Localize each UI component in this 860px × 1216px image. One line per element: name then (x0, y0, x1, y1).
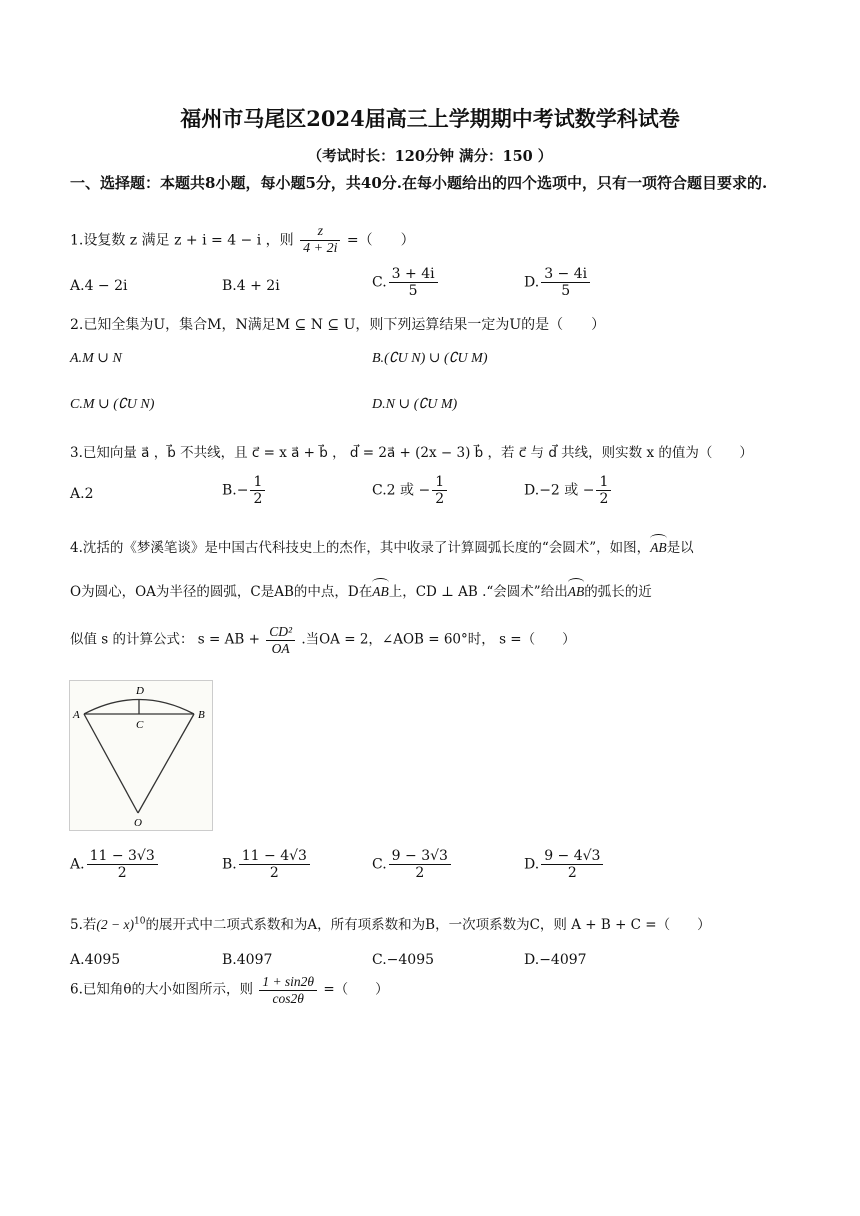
frac-den: 2 (599, 491, 609, 508)
arc-ab: AB (372, 584, 389, 599)
option-label: D. (524, 274, 540, 291)
q6-fraction (259, 974, 317, 1006)
option-label: B. (222, 482, 237, 499)
q1-option-d (524, 266, 592, 299)
q1-stem-text: 1.设复数 z 满足 z + i = 4 − i ，则 (70, 232, 294, 249)
line-ob (138, 714, 194, 813)
question-4-line-3 (70, 624, 576, 656)
q5-text: 的展开式中二项式系数和为A，所有项系数和为B，一次项系数为C，则 A + B + C =（ ） (145, 917, 711, 933)
option-label: A. (70, 486, 85, 502)
q4-text: 4.沈括的《梦溪笔谈》是中国古代科技史上的杰作，其中收录了计算圆弧长度的“会圆术”，如图， (70, 540, 651, 556)
frac-num: 1 (596, 474, 611, 491)
option-prefix: − (236, 482, 249, 499)
option-label: B. (222, 278, 237, 294)
option-text: 2 (84, 486, 94, 502)
frac-den: 2 (269, 865, 279, 882)
page-title: 福州市马尾区2024届高三上学期期中考试数学科试卷 (180, 106, 680, 131)
option-label: D. (524, 952, 540, 968)
frac-num: 9 − 4√3 (541, 848, 603, 865)
label-d: D (136, 685, 144, 697)
option-label: C. (372, 952, 387, 968)
q4-text: 上，CD ⊥ AB .“会圆术”给出 (388, 584, 568, 600)
q5-text: 5.若 (70, 917, 97, 933)
q1-option-a (70, 278, 128, 294)
question-6-stem (70, 974, 389, 1006)
option-label: A. (70, 952, 85, 968)
line-oa (84, 714, 138, 813)
q1-fraction (300, 224, 340, 257)
q4-text: 是以 (666, 540, 694, 556)
option-fraction (389, 848, 451, 881)
frac-num: 1 (250, 474, 265, 491)
frac-den: cos2θ (272, 990, 304, 1006)
option-text: 4 + 2i (236, 278, 280, 294)
q4-text: 似值 s 的计算公式： s = AB + (70, 631, 260, 648)
frac-num: 11 − 4√3 (239, 848, 310, 865)
option-text: 4095 (84, 952, 121, 968)
option-text: −4095 (386, 952, 435, 968)
option-label: B. (222, 952, 237, 968)
q5-option-d (524, 952, 587, 968)
frac-den: 2 (117, 865, 127, 882)
arc-ab: AB (567, 584, 585, 599)
section-header: 一、选择题：本题共8小题，每小题5分，共40分.在每小题给出的四个选项中，只有一项符合题目要求的. (70, 174, 768, 192)
question-3-stem: 3.已知向量 a⃗ ，b⃗ 不共线，且 c⃗ = x a⃗ + b⃗ ， d⃗ = 2a⃗ + (2x − 3) b⃗ ，若 c⃗ 与 d⃗ 共线，则实数 x 的值为（ ） (70, 445, 753, 461)
label-b: B (198, 709, 205, 721)
q5-base: (2 − x) (96, 917, 134, 932)
option-label: B. (372, 351, 385, 366)
option-label: A. (70, 856, 85, 873)
q2-option-c (70, 396, 154, 413)
q2-option-b (372, 350, 487, 367)
q6-text: =（ ） (323, 981, 389, 998)
frac-num: 9 − 3√3 (389, 848, 451, 865)
q6-text: 6.已知角θ的大小如图所示，则 (70, 981, 254, 998)
option-prefix: −2 或 − (539, 482, 595, 499)
exam-info: （考试时长：120分钟 满分：150 ） (307, 148, 553, 165)
q3-option-b (222, 474, 267, 507)
option-text: (∁U N) ∪ (∁U M) (384, 351, 488, 366)
option-label: C. (70, 397, 83, 412)
q1-frac-num: z (300, 224, 340, 241)
frac-num: 3 + 4i (389, 266, 438, 283)
option-fraction (389, 266, 438, 299)
option-fraction (87, 848, 158, 881)
option-text: 4097 (236, 952, 273, 968)
option-fraction (541, 848, 603, 881)
option-prefix: 2 或 − (386, 482, 431, 499)
question-2-stem: 2.已知全集为U，集合M，N满足M ⊆ N ⊆ U，则下列运算结果一定为U的是（ ） (70, 317, 606, 333)
option-fraction (250, 474, 265, 507)
option-fraction (239, 848, 310, 881)
question-4-line-1 (70, 536, 694, 556)
q4-text: .当OA = 2，∠AOB = 60°时， s =（ ） (301, 631, 576, 648)
q4-option-b (222, 848, 312, 881)
option-text: M ∪ (∁U N) (82, 397, 155, 412)
frac-num: 3 − 4i (541, 266, 590, 283)
option-text: N ∪ (∁U M) (385, 397, 458, 412)
label-c: C (136, 719, 144, 731)
q1-stem-tail: =（ ） (346, 232, 415, 249)
question-5-stem (70, 913, 711, 933)
option-label: D. (372, 397, 386, 412)
frac-den: 2 (435, 491, 445, 508)
option-text: −4097 (539, 952, 587, 968)
option-text: 4 − 2i (84, 278, 128, 294)
q5-option-a (70, 952, 120, 968)
option-fraction (541, 266, 590, 299)
q1-option-b (222, 278, 280, 294)
frac-num: 1 (432, 474, 447, 491)
frac-num: CD² (266, 624, 295, 641)
frac-den: 2 (253, 491, 263, 508)
frac-num: 11 − 3√3 (87, 848, 158, 865)
option-label: B. (222, 856, 237, 873)
option-label: C. (372, 274, 387, 291)
question-1-stem (70, 224, 415, 257)
arc-ab: AB (650, 540, 667, 555)
q4-fraction (266, 624, 295, 656)
frac-num: 1 + sin2θ (259, 974, 317, 991)
frac-den: 5 (561, 283, 571, 300)
q4-text: 的弧长的近 (584, 584, 652, 600)
q5-exponent: 10 (133, 916, 146, 927)
option-label: A. (70, 351, 83, 366)
frac-den: OA (271, 640, 290, 656)
label-a: A (73, 709, 80, 721)
option-fraction (596, 474, 611, 507)
q4-option-a (70, 848, 160, 881)
option-text: M ∪ N (82, 351, 122, 366)
q1-option-c (372, 266, 440, 299)
option-label: C. (372, 856, 387, 873)
option-fraction (432, 474, 447, 507)
question-4-line-2 (70, 580, 652, 600)
q5-option-c (372, 952, 434, 968)
arc-figure (69, 680, 213, 831)
option-label: A. (70, 278, 85, 294)
q3-option-c (372, 474, 449, 507)
option-label: C. (372, 482, 387, 499)
option-label: D. (524, 482, 540, 499)
q1-frac-den: 4 + 2i (303, 241, 338, 257)
q4-option-d (524, 848, 605, 881)
label-o: O (134, 817, 142, 829)
q3-option-d (524, 474, 613, 507)
option-label: D. (524, 856, 540, 873)
arc-diagram (70, 681, 212, 830)
q3-option-a (70, 486, 93, 502)
q5-option-b (222, 952, 272, 968)
q4-text: O为圆心，OA为半径的圆弧，C是AB的中点，D在 (70, 584, 373, 600)
frac-den: 5 (408, 283, 418, 300)
q4-option-c (372, 848, 453, 881)
q2-option-a (70, 350, 122, 367)
frac-den: 2 (567, 865, 577, 882)
q2-option-d (372, 396, 457, 413)
frac-den: 2 (415, 865, 425, 882)
